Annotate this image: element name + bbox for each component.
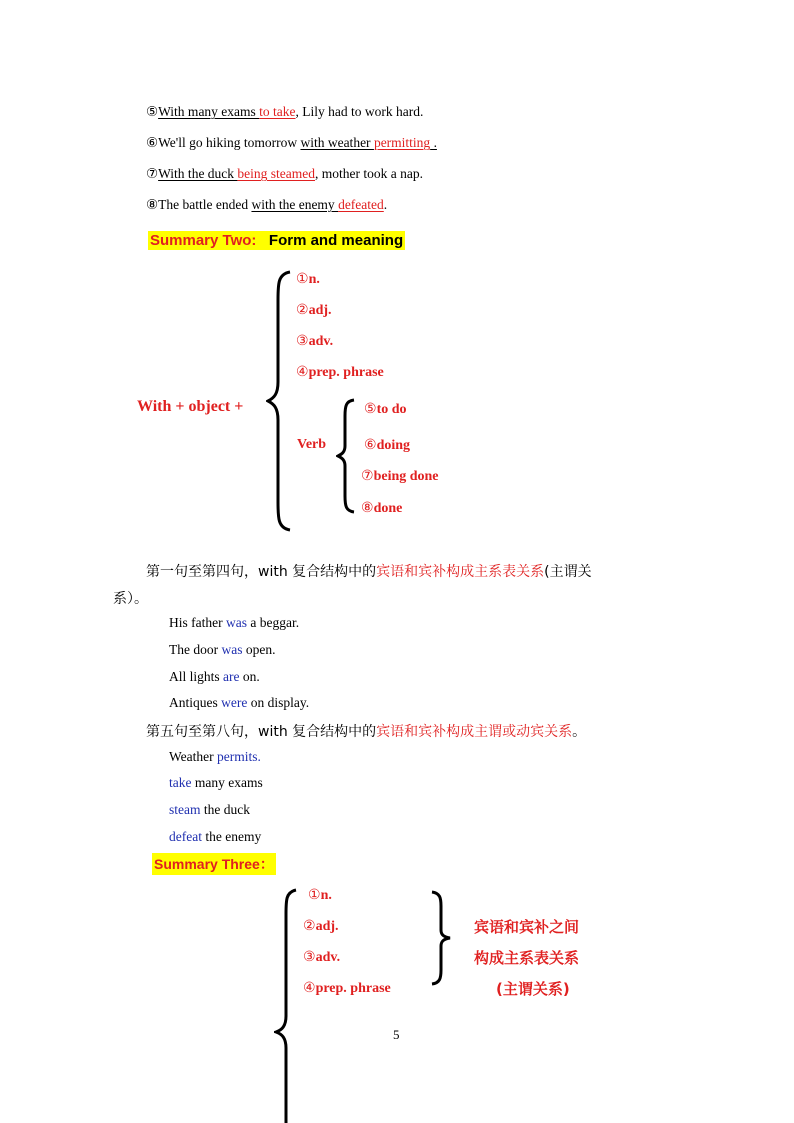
example-text: The battle ended bbox=[158, 197, 252, 212]
summary-three-brace-icon bbox=[274, 888, 300, 1123]
s3-note-line-2: 构成主系表关系 bbox=[474, 949, 580, 967]
verb-item-to-do: ⑤to do bbox=[364, 402, 407, 417]
big-brace-icon bbox=[266, 270, 296, 532]
example-text: With many exams bbox=[158, 104, 260, 119]
verb-item-doing: ⑥doing bbox=[364, 438, 411, 453]
sentence-row: defeat the enemy bbox=[169, 829, 262, 844]
verb-item-being-done: ⑦being done bbox=[361, 469, 439, 484]
with-object-root: With + object + bbox=[137, 398, 244, 415]
s3-item-n: ①n. bbox=[308, 888, 332, 903]
page-number: 5 bbox=[393, 1027, 400, 1042]
paragraph-one-continued: 系）。 bbox=[113, 591, 148, 607]
example-text: , Lily had to work hard. bbox=[295, 104, 424, 119]
right-brace-icon bbox=[428, 890, 454, 986]
example-text: . bbox=[430, 135, 437, 150]
summary-two-title: Form and meaning bbox=[268, 232, 404, 249]
example-complement: being steamed bbox=[237, 166, 316, 181]
example-text: . bbox=[383, 197, 388, 212]
summary-three-heading: Summary Three： bbox=[152, 853, 276, 875]
form-item-n: ①n. bbox=[296, 272, 320, 287]
sentence-row: His father was a beggar. bbox=[169, 615, 300, 630]
example-complement: to take bbox=[259, 104, 296, 119]
summary-two-heading bbox=[148, 231, 405, 250]
paragraph-two: 第五句至第八句，with 复合结构中的宾语和宾补构成主谓或动宾关系。 bbox=[146, 724, 587, 740]
example-5 bbox=[146, 104, 423, 120]
example-number: ⑧ bbox=[146, 197, 159, 212]
example-text: With the duck bbox=[158, 166, 238, 181]
summary-two-label: Summary Two: bbox=[150, 232, 257, 249]
example-complement: defeated bbox=[338, 197, 384, 212]
sentence-row: steam the duck bbox=[169, 802, 250, 817]
verb-brace-icon bbox=[336, 398, 358, 514]
form-item-adj: ②adj. bbox=[296, 303, 332, 318]
example-text: with weather bbox=[300, 135, 374, 150]
s3-item-adj: ②adj. bbox=[303, 919, 339, 934]
verb-label: Verb bbox=[297, 437, 327, 452]
paragraph-one: 第一句至第四句，with 复合结构中的宾语和宾补构成主系表关系(主谓关 bbox=[146, 564, 592, 580]
example-complement: permitting bbox=[373, 135, 431, 150]
sentence-row: All lights are on. bbox=[169, 669, 260, 684]
sentence-row: Antiques were on display. bbox=[169, 695, 310, 710]
sentence-row: Weather permits. bbox=[169, 749, 261, 764]
example-number: ⑦ bbox=[146, 166, 159, 181]
example-number: ⑥ bbox=[146, 135, 159, 150]
example-text: We'll go hiking tomorrow bbox=[158, 135, 301, 150]
s3-item-prep: ④prep. phrase bbox=[303, 981, 391, 996]
s3-note-line-3: (主谓关系) bbox=[496, 980, 570, 998]
sentence-row: The door was open. bbox=[169, 642, 276, 657]
example-7 bbox=[146, 166, 423, 182]
example-number: ⑤ bbox=[146, 104, 159, 119]
sentence-row: take many exams bbox=[169, 775, 263, 790]
example-text: , mother took a nap. bbox=[315, 166, 424, 181]
s3-item-adv: ③adv. bbox=[303, 950, 341, 965]
example-6 bbox=[146, 135, 437, 151]
verb-item-done: ⑧done bbox=[361, 501, 403, 516]
s3-note-line-1: 宾语和宾补之间 bbox=[474, 918, 580, 936]
form-item-prep: ④prep. phrase bbox=[296, 365, 384, 380]
form-item-adv: ③adv. bbox=[296, 334, 334, 349]
example-8 bbox=[146, 197, 387, 213]
example-text: with the enemy bbox=[251, 197, 339, 212]
